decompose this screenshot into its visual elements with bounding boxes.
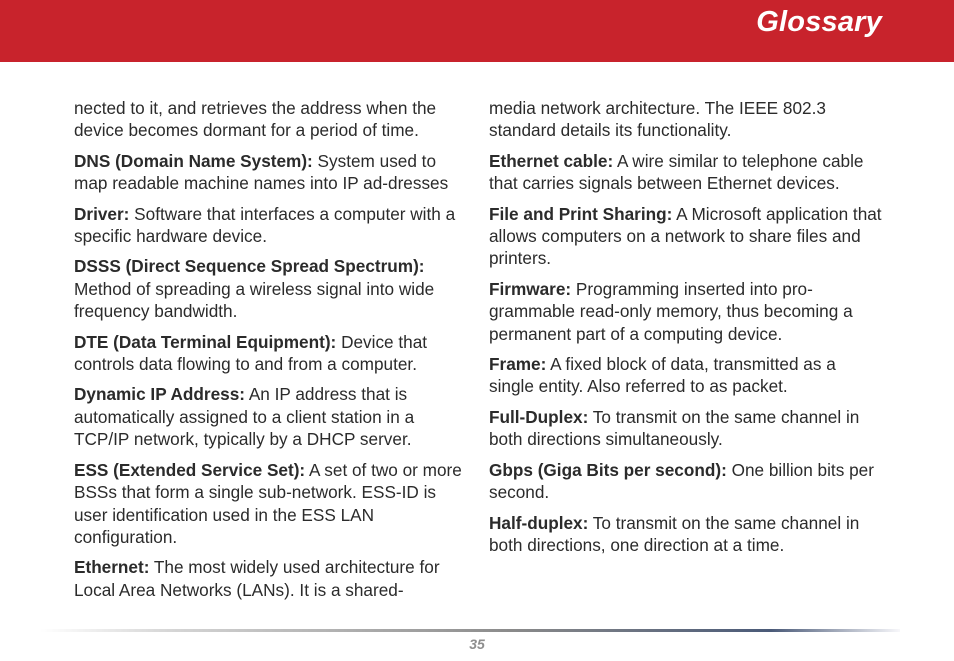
- glossary-definition: Device that controls data flowing to and from a computer.: [74, 331, 428, 375]
- glossary-entry: [489, 278, 885, 345]
- glossary-term: Half-duplex:: [489, 512, 589, 533]
- glossary-term: File and Print Sharing:: [489, 203, 673, 224]
- glossary-entry: [489, 97, 885, 142]
- glossary-definition: A wire similar to telephone cable that carries signals between Ethernet devices.: [489, 150, 864, 194]
- glossary-entry: [489, 459, 885, 504]
- glossary-definition: A set of two or more BSSs that form a single sub-network. ESS-ID is user identification used in the ESS LAN configuration.: [74, 459, 462, 547]
- glossary-entry: [74, 203, 466, 248]
- glossary-term: Frame:: [489, 354, 547, 375]
- glossary-definition: Programming inserted into pro-grammable read-only memory, thus becoming a permanent part of a computing device.: [489, 278, 853, 344]
- glossary-term: DNS (Domain Name System):: [74, 150, 313, 171]
- glossary-entry: [489, 353, 885, 398]
- glossary-term: Dynamic IP Address:: [74, 384, 245, 405]
- header-bar: [0, 0, 954, 62]
- glossary-term: Ethernet cable:: [489, 150, 614, 171]
- glossary-entry: [74, 556, 466, 601]
- glossary-definition: System used to map readable machine names into IP ad-dresses: [74, 150, 449, 194]
- glossary-term: Full-Duplex:: [489, 406, 589, 427]
- right-column: [489, 97, 885, 564]
- glossary-entry: [489, 150, 885, 195]
- page-title: Glossary: [756, 6, 882, 38]
- glossary-definition: One billion bits per second.: [489, 459, 874, 503]
- glossary-entry: [74, 331, 466, 376]
- glossary-entry: [489, 512, 885, 557]
- glossary-term: DSSS (Direct Sequence Spread Spectrum):: [74, 256, 425, 277]
- glossary-definition: A Microsoft application that allows computers on a network to share files and printers.: [489, 203, 882, 269]
- left-column: [74, 97, 466, 609]
- glossary-definition: A fixed block of data, transmitted as a single entity. Also referred to as packet.: [489, 354, 836, 397]
- glossary-entry: [74, 97, 466, 142]
- glossary-term: Gbps (Giga Bits per second):: [489, 459, 727, 480]
- glossary-definition: To transmit on the same channel in both directions simultaneously.: [489, 406, 860, 450]
- glossary-term: Ethernet:: [74, 557, 150, 578]
- glossary-entry: [74, 150, 466, 195]
- glossary-term: DTE (Data Terminal Equipment):: [74, 331, 337, 352]
- glossary-definition: To transmit on the same channel in both directions, one direction at a time.: [489, 512, 860, 555]
- glossary-entry: [489, 406, 885, 451]
- glossary-definition: Software that interfaces a computer with a specific hardware device.: [74, 203, 456, 247]
- glossary-entry: [489, 203, 885, 270]
- glossary-definition: An IP address that is automatically assigned to a client station in a TCP/IP network, typically by a DHCP server.: [74, 384, 415, 450]
- glossary-definition: nected to it, and retrieves the address when the device becomes dormant for a period of time.: [74, 98, 437, 141]
- glossary-entry: [74, 459, 466, 549]
- glossary-definition: media network architecture. The IEEE 802.3 standard details its functionality.: [489, 98, 826, 141]
- footer-divider: [40, 629, 900, 632]
- glossary-term: Firmware:: [489, 278, 572, 299]
- glossary-definition: The most widely used architecture for Local Area Networks (LANs). It is a shared-: [74, 557, 440, 600]
- glossary-entry: [74, 383, 466, 450]
- glossary-entry: [74, 255, 466, 322]
- glossary-term: ESS (Extended Service Set):: [74, 459, 306, 480]
- glossary-definition: Method of spreading a wireless signal into wide frequency bandwidth.: [74, 278, 435, 322]
- page-number: 35: [469, 636, 485, 652]
- glossary-term: Driver:: [74, 203, 130, 224]
